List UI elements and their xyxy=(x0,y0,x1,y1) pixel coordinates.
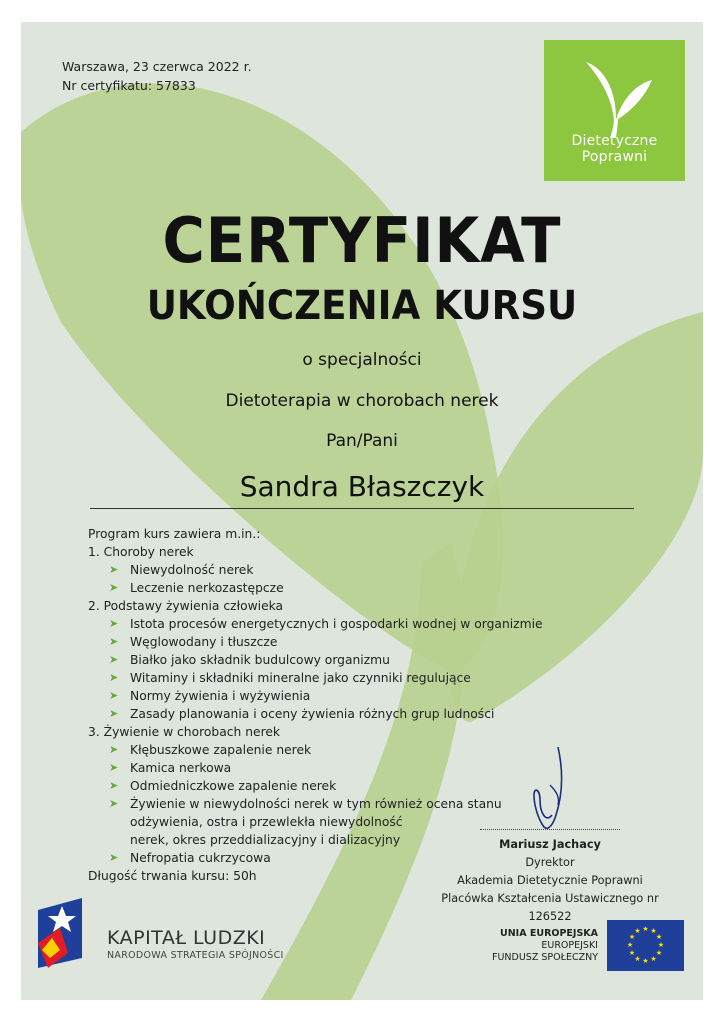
place-date: Warszawa, 23 czerwca 2022 r. xyxy=(62,59,252,74)
list-item: ➤ Zasady planowania i oceny żywienia różnych grup ludności xyxy=(109,707,495,721)
name-underline xyxy=(90,508,634,509)
certificate-number: Nr certyfikatu: 57833 xyxy=(62,78,196,93)
section-title: 2. Podstawy żywienia człowieka xyxy=(88,599,284,613)
kapital-ludzki-title: KAPITAŁ LUDZKI xyxy=(107,927,266,949)
handwritten-signature xyxy=(520,745,580,835)
svg-text:★: ★ xyxy=(642,925,649,933)
certificate-title: CERTYFIKAT xyxy=(162,204,562,277)
svg-text:★: ★ xyxy=(650,955,657,963)
arrow-bullet-icon: ➤ xyxy=(109,707,119,720)
signatory-name: Mariusz Jachacy xyxy=(499,838,601,851)
program-list xyxy=(88,525,543,885)
specialty-value: Dietoterapia w chorobach nerek xyxy=(225,391,499,411)
section-title: 3. Żywienie w chorobach nerek xyxy=(88,725,281,739)
list-item-continuation: nerek, okres przeddializacyjny i dializacyjny xyxy=(130,833,401,847)
arrow-bullet-icon: ➤ xyxy=(109,761,119,774)
svg-text:★: ★ xyxy=(655,933,663,941)
eu-fund-label xyxy=(470,928,598,964)
signatory-institution: Placówka Kształcenia Ustawicznego nr 126522 xyxy=(441,892,659,923)
eu-title: UNIA EUROPEJSKA xyxy=(500,928,598,939)
list-item: ➤ Witaminy i składniki mineralne jako czynniki regulujące xyxy=(109,671,471,685)
arrow-bullet-icon: ➤ xyxy=(109,779,119,792)
svg-text:★: ★ xyxy=(634,927,641,935)
signatory-organization: Akademia Dietetycznie Poprawni xyxy=(457,874,643,887)
course-duration: Długość trwania kursu: 50h xyxy=(88,869,257,883)
signatory-block xyxy=(420,836,680,926)
arrow-bullet-icon: ➤ xyxy=(109,743,119,756)
logo-text-line2: Poprawni xyxy=(581,149,648,165)
arrow-bullet-icon: ➤ xyxy=(109,797,119,810)
arrow-bullet-icon: ➤ xyxy=(109,653,119,666)
arrow-bullet-icon: ➤ xyxy=(109,617,119,630)
svg-text:★: ★ xyxy=(634,955,641,963)
list-item: ➤ Żywienie w niewydolności nerek w tym również ocena stanu xyxy=(109,797,502,811)
list-item: ➤ Kamica nerkowa xyxy=(109,761,232,775)
list-item: ➤ Normy żywienia i wyżywienia xyxy=(109,689,311,703)
arrow-bullet-icon: ➤ xyxy=(109,689,119,702)
signatory-role: Dyrektor xyxy=(525,856,575,869)
arrow-bullet-icon: ➤ xyxy=(109,671,119,684)
program-intro: Program kurs zawiera m.in.: xyxy=(88,527,261,541)
list-item: ➤ Leczenie nerkozastępcze xyxy=(109,581,284,595)
svg-text:★: ★ xyxy=(642,957,649,965)
certificate-meta xyxy=(62,57,252,95)
svg-text:★: ★ xyxy=(628,949,636,957)
signature-line xyxy=(480,829,620,830)
svg-text:★: ★ xyxy=(626,941,634,949)
section-title: 1. Choroby nerek xyxy=(88,545,194,559)
arrow-bullet-icon: ➤ xyxy=(109,563,119,576)
arrow-bullet-icon: ➤ xyxy=(109,635,119,648)
list-item: ➤ Nefropatia cukrzycowa xyxy=(109,851,271,865)
certificate-subtitle: UKOŃCZENIA KURSU xyxy=(146,283,578,329)
dietetycznie-poprawni-logo xyxy=(544,40,685,181)
svg-text:★: ★ xyxy=(628,933,636,941)
svg-text:★: ★ xyxy=(650,927,657,935)
kapital-ludzki-logo xyxy=(38,898,86,978)
logo-text-line1: Dietetyczne xyxy=(571,133,658,149)
list-item: ➤ Węglowodany i tłuszcze xyxy=(109,635,278,649)
list-item-continuation: odżywienia, ostra i przewlekła niewydolność xyxy=(130,815,403,829)
kapital-ludzki-subtitle: NARODOWA STRATEGIA SPÓJNOŚCI xyxy=(107,950,284,961)
recipient-label: Pan/Pani xyxy=(326,431,398,451)
eu-flag-icon xyxy=(607,920,684,971)
svg-text:★: ★ xyxy=(657,941,665,949)
recipient-name: Sandra Błaszczyk xyxy=(239,470,485,503)
list-item: ➤ Istota procesów energetycznych i gospodarki wodnej w organizmie xyxy=(109,617,543,631)
arrow-bullet-icon: ➤ xyxy=(109,851,119,864)
eu-line3: FUNDUSZ SPOŁECZNY xyxy=(492,952,598,963)
eu-line2: EUROPEJSKI xyxy=(541,940,598,951)
specialty-label: o specjalności xyxy=(302,350,422,370)
list-item: ➤ Niewydolność nerek xyxy=(109,563,254,577)
svg-text:★: ★ xyxy=(655,949,663,957)
list-item: ➤ Kłębuszkowe zapalenie nerek xyxy=(109,743,312,757)
arrow-bullet-icon: ➤ xyxy=(109,581,119,594)
list-item: ➤ Odmiedniczkowe zapalenie nerek xyxy=(109,779,337,793)
list-item: ➤ Białko jako składnik budulcowy organizmu xyxy=(109,653,390,667)
